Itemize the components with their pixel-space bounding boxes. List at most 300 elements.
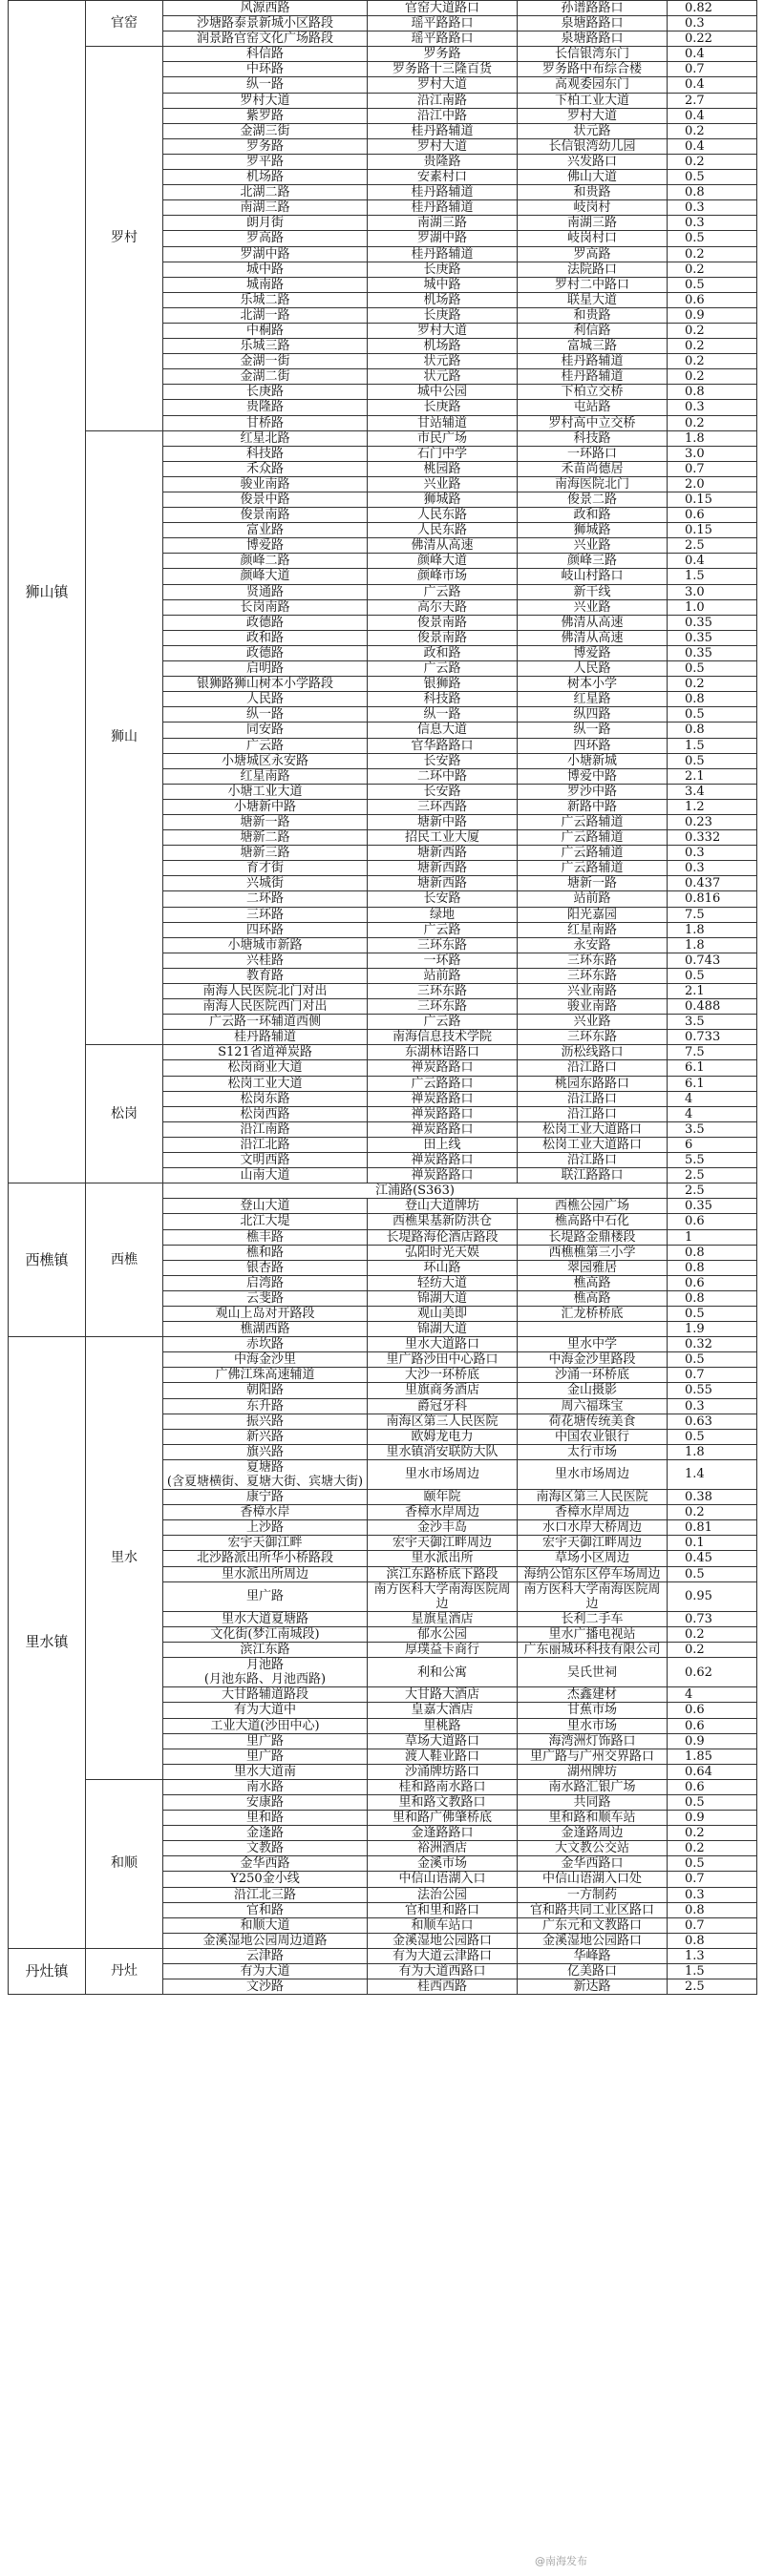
length-cell: 0.3 xyxy=(668,216,757,231)
end-point-cell: 联星大道 xyxy=(518,292,668,307)
length-cell: 0.9 xyxy=(668,1733,757,1749)
length-cell: 2.1 xyxy=(668,984,757,999)
road-name-cell: 罗村大道 xyxy=(163,93,368,108)
end-point-cell: 沿江路口 xyxy=(518,1060,668,1076)
length-cell: 0.5 xyxy=(668,1856,757,1872)
road-name-cell: 上沙路 xyxy=(163,1520,368,1536)
table-row xyxy=(9,1779,757,1794)
start-point-cell: 桃园路 xyxy=(368,461,518,476)
end-point-cell: 金溪湿地公园路口 xyxy=(518,1933,668,1948)
length-cell: 2.1 xyxy=(668,768,757,784)
road-name-cell: 沙塘路泰景新城小区路段 xyxy=(163,16,368,31)
end-point-cell: 桂丹路辅道 xyxy=(518,354,668,369)
end-point-cell: 站前路 xyxy=(518,891,668,907)
end-point-cell: 永安路 xyxy=(518,937,668,953)
community-name-cell: 罗村 xyxy=(86,47,163,430)
end-point-cell: 佛清从高速 xyxy=(518,630,668,645)
start-point-cell: 禅炭路路口 xyxy=(368,1121,518,1137)
end-point-cell: 里和路和顺车站 xyxy=(518,1811,668,1826)
end-point-cell: 三环东路 xyxy=(518,968,668,983)
start-point-cell: 南湖三路 xyxy=(368,216,518,231)
road-name-cell: 润景路官窑文化广场路段 xyxy=(163,31,368,47)
length-cell: 0.2 xyxy=(668,262,757,277)
road-name-cell: 官和路 xyxy=(163,1902,368,1917)
length-cell: 0.2 xyxy=(668,323,757,338)
length-cell: 0.2 xyxy=(668,339,757,354)
end-point-cell: 岐岗村口 xyxy=(518,231,668,246)
length-cell: 0.95 xyxy=(668,1581,757,1611)
road-name-cell: 甘桥路 xyxy=(163,415,368,430)
road-name-cell: 二环路 xyxy=(163,891,368,907)
length-cell: 0.4 xyxy=(668,77,757,93)
length-cell: 0.8 xyxy=(668,1290,757,1306)
community-name-cell: 松岗 xyxy=(86,1045,163,1183)
end-point-cell: 宏宇天御江畔周边 xyxy=(518,1536,668,1551)
length-cell: 0.32 xyxy=(668,1337,757,1352)
start-point-cell: 星旗星酒店 xyxy=(368,1611,518,1626)
end-point-cell xyxy=(518,1322,668,1337)
end-point-cell: 樵高路 xyxy=(518,1275,668,1290)
end-point-cell: 政和路 xyxy=(518,508,668,523)
start-point-cell: 银狮路 xyxy=(368,677,518,692)
end-point-cell: 纵一路 xyxy=(518,723,668,738)
length-cell: 0.45 xyxy=(668,1551,757,1566)
start-point-cell: 佛清从高速 xyxy=(368,538,518,554)
end-point-cell: 沥松线路口 xyxy=(518,1045,668,1060)
end-point-cell: 泉塘路路口 xyxy=(518,16,668,31)
road-name-cell: 里水派出所周边 xyxy=(163,1566,368,1581)
start-point-cell: 绿地 xyxy=(368,907,518,922)
road-name-cell: 颜峰二路 xyxy=(163,554,368,569)
end-point-cell: 松岗工业大道路口 xyxy=(518,1137,668,1152)
length-cell: 1.8 xyxy=(668,1444,757,1459)
start-point-cell: 状元路 xyxy=(368,369,518,385)
table-row xyxy=(9,1948,757,1963)
start-point-cell: 信息大道 xyxy=(368,723,518,738)
road-name-cell: 小塘工业大道 xyxy=(163,784,368,799)
end-point-cell: 小塘新城 xyxy=(518,753,668,768)
start-point-cell: 市民广场 xyxy=(368,430,518,446)
length-cell: 0.15 xyxy=(668,492,757,508)
start-point-cell: 广云路 xyxy=(368,584,518,599)
end-point-cell: 金华西路口 xyxy=(518,1856,668,1872)
start-point-cell: 罗务路十三隆百货 xyxy=(368,62,518,77)
start-point-cell: 长安路 xyxy=(368,753,518,768)
road-name-cell: 罗高路 xyxy=(163,231,368,246)
length-cell: 0.15 xyxy=(668,523,757,538)
end-point-cell: 官和路共同工业区路口 xyxy=(518,1902,668,1917)
length-cell: 0.1 xyxy=(668,1536,757,1551)
length-cell: 1.2 xyxy=(668,799,757,814)
end-point-cell: 四环路 xyxy=(518,738,668,753)
start-point-cell: 桂丹路辅道 xyxy=(368,185,518,200)
start-point-cell: 里水镇消安联防大队 xyxy=(368,1444,518,1459)
road-name-cell: 云斐路 xyxy=(163,1290,368,1306)
end-point-cell: 里水广播电视站 xyxy=(518,1626,668,1642)
length-cell: 0.3 xyxy=(668,16,757,31)
length-cell: 0.816 xyxy=(668,891,757,907)
start-point-cell: 广云路 xyxy=(368,1015,518,1030)
end-point-cell: 桃园东路路口 xyxy=(518,1076,668,1091)
end-point-cell: 博爱路 xyxy=(518,645,668,660)
road-name-cell: 纵一路 xyxy=(163,77,368,93)
end-point-cell: 纵四路 xyxy=(518,707,668,723)
road-name-cell: 里水大道南 xyxy=(163,1764,368,1779)
start-point-cell: 登山大道牌坊 xyxy=(368,1199,518,1214)
start-point-cell: 长庚路 xyxy=(368,262,518,277)
road-name-cell: 乐城二路 xyxy=(163,292,368,307)
start-point-cell: 里水大道路口 xyxy=(368,1337,518,1352)
road-name-cell: 乐城三路 xyxy=(163,339,368,354)
road-name-cell: 文教路 xyxy=(163,1841,368,1856)
end-point-cell: 华峰路 xyxy=(518,1948,668,1963)
end-point-cell: 中海金沙里路段 xyxy=(518,1352,668,1368)
length-cell: 0.63 xyxy=(668,1414,757,1429)
start-point-cell: 大沙一环桥底 xyxy=(368,1368,518,1383)
road-name-cell: 里广路 xyxy=(163,1581,368,1611)
start-point-cell: 沿江南路 xyxy=(368,93,518,108)
start-point-cell: 里水派出所 xyxy=(368,1551,518,1566)
end-point-cell: 桂丹路辅道 xyxy=(518,369,668,385)
length-cell: 0.7 xyxy=(668,1368,757,1383)
start-point-cell: 招民工业大厦 xyxy=(368,830,518,846)
end-point-cell: 和贵路 xyxy=(518,307,668,323)
length-cell: 0.6 xyxy=(668,1703,757,1718)
start-point-cell: 禅炭路路口 xyxy=(368,1106,518,1121)
length-cell: 0.2 xyxy=(668,677,757,692)
length-cell: 0.3 xyxy=(668,1887,757,1902)
end-point-cell: 甘蕉市场 xyxy=(518,1703,668,1718)
length-cell: 0.7 xyxy=(668,62,757,77)
table-row xyxy=(9,430,757,446)
road-name-cell: 南水路 xyxy=(163,1779,368,1794)
end-point-cell: 南海医院北门 xyxy=(518,476,668,492)
road-name-cell: 北湖一路 xyxy=(163,307,368,323)
road-name-cell: 金溪湿地公园周边道路 xyxy=(163,1933,368,1948)
length-cell: 2.5 xyxy=(668,1979,757,1995)
road-name-cell: 育才街 xyxy=(163,861,368,876)
road-name-cell: 塘新三路 xyxy=(163,846,368,861)
length-cell: 0.2 xyxy=(668,415,757,430)
road-name-cell: 樵和路 xyxy=(163,1245,368,1260)
end-point-cell: 富城三路 xyxy=(518,339,668,354)
length-cell: 3.0 xyxy=(668,446,757,461)
road-name-cell: 安康路 xyxy=(163,1794,368,1810)
length-cell: 1.9 xyxy=(668,1322,757,1337)
road-name-cell: 夏塘路 (含夏塘横街、夏塘大街、宾塘大街) xyxy=(163,1459,368,1489)
length-cell: 0.7 xyxy=(668,1917,757,1933)
length-cell: 0.3 xyxy=(668,846,757,861)
road-name-cell: 政德路 xyxy=(163,615,368,630)
road-name-cell: 登山大道 xyxy=(163,1199,368,1214)
start-point-cell: 沿江中路 xyxy=(368,108,518,123)
end-point-cell: 佛山大道 xyxy=(518,170,668,185)
road-name-cell: 朗月街 xyxy=(163,216,368,231)
start-point-cell: 政和路 xyxy=(368,645,518,660)
start-point-cell: 颜峰市场 xyxy=(368,569,518,584)
start-point-cell: 爵冠牙科 xyxy=(368,1398,518,1414)
start-point-cell: 纵一路 xyxy=(368,707,518,723)
end-point-cell: 三环东路 xyxy=(518,1030,668,1045)
start-point-cell: 机场路 xyxy=(368,292,518,307)
end-point-cell: 广云路辅道 xyxy=(518,846,668,861)
end-point-cell: 新达路 xyxy=(518,1979,668,1995)
end-point-cell: 广云路辅道 xyxy=(518,814,668,829)
end-point-cell: 翠园雅居 xyxy=(518,1260,668,1275)
community-name-cell: 官窑 xyxy=(86,1,163,47)
length-cell: 0.3 xyxy=(668,400,757,415)
start-point-cell: 郁水公园 xyxy=(368,1626,518,1642)
end-point-cell: 湖州牌坊 xyxy=(518,1764,668,1779)
road-name-cell: 里广路 xyxy=(163,1749,368,1764)
end-point-cell: 金山摄影 xyxy=(518,1383,668,1398)
community-name-cell: 里水 xyxy=(86,1337,163,1780)
length-cell: 0.64 xyxy=(668,1764,757,1779)
start-point-cell: 渡人鞋业路口 xyxy=(368,1749,518,1764)
road-name-cell: 启湾路 xyxy=(163,1275,368,1290)
length-cell: 0.488 xyxy=(668,999,757,1015)
length-cell: 0.5 xyxy=(668,1429,757,1444)
road-table-body xyxy=(9,1,757,1995)
road-name-cell: 北沙路派出所华小桥路段 xyxy=(163,1551,368,1566)
end-point-cell: 一方制药 xyxy=(518,1887,668,1902)
start-point-cell: 沙涌牌坊路口 xyxy=(368,1764,518,1779)
road-name-cell: 香樟水岸 xyxy=(163,1505,368,1520)
road-name-cell: 工业大道(沙田中心) xyxy=(163,1718,368,1733)
end-point-cell: 罗务路中布综合楼 xyxy=(518,62,668,77)
road-name-cell: 滨江东路 xyxy=(163,1643,368,1658)
road-name-cell: 禾众路 xyxy=(163,461,368,476)
road-name-cell: 小塘新中路 xyxy=(163,799,368,814)
end-point-cell: 和贵路 xyxy=(518,185,668,200)
road-name-cell: 纵一路 xyxy=(163,707,368,723)
end-point-cell: 中信山语湖入口处 xyxy=(518,1872,668,1887)
road-name-cell: Y250金小线 xyxy=(163,1872,368,1887)
length-cell: 0.35 xyxy=(668,645,757,660)
end-point-cell: 水口水岸大桥周边 xyxy=(518,1520,668,1536)
length-cell: 0.38 xyxy=(668,1490,757,1505)
road-name-cell: 南海人民医院北门对出 xyxy=(163,984,368,999)
start-point-cell: 轻纺大道 xyxy=(368,1275,518,1290)
length-cell: 0.8 xyxy=(668,1902,757,1917)
end-point-cell: 里水市场 xyxy=(518,1718,668,1733)
start-point-cell: 里广路沙田中心路口 xyxy=(368,1352,518,1368)
road-name-cell: 兴桂路 xyxy=(163,953,368,968)
road-name-cell: 机场路 xyxy=(163,170,368,185)
road-name-cell: 贵隆路 xyxy=(163,400,368,415)
start-point-cell: 观山美即 xyxy=(368,1306,518,1321)
end-point-cell: 状元路 xyxy=(518,123,668,138)
start-point-cell: 长安路 xyxy=(368,891,518,907)
end-point-cell: 共同路 xyxy=(518,1794,668,1810)
length-cell: 2.5 xyxy=(668,1168,757,1183)
start-point-cell: 官华路路口 xyxy=(368,738,518,753)
length-cell: 0.5 xyxy=(668,707,757,723)
start-point-cell: 和顺车站口 xyxy=(368,1917,518,1933)
end-point-cell: 一环路口 xyxy=(518,446,668,461)
start-point-cell: 罗村大道 xyxy=(368,77,518,93)
end-point-cell: 高观委园东门 xyxy=(518,77,668,93)
length-cell: 3.0 xyxy=(668,584,757,599)
road-name-cell: 罗湖中路 xyxy=(163,246,368,262)
end-point-cell: 汇龙桥桥底 xyxy=(518,1306,668,1321)
end-point-cell: 岐岗村 xyxy=(518,200,668,216)
start-point-cell: 罗务路 xyxy=(368,47,518,62)
end-point-cell: 长信银湾幼儿园 xyxy=(518,138,668,154)
road-name-cell: 长庚路 xyxy=(163,385,368,400)
table-row xyxy=(9,47,757,62)
road-name-cell: 城中路 xyxy=(163,262,368,277)
end-point-cell: 里广路与广州交界路口 xyxy=(518,1749,668,1764)
start-point-cell: 俊景南路 xyxy=(368,615,518,630)
length-cell: 0.5 xyxy=(668,1352,757,1368)
start-point-cell: 塘新西路 xyxy=(368,846,518,861)
road-name-cell: 政德路 xyxy=(163,645,368,660)
road-name-cell: 颜峰大道 xyxy=(163,569,368,584)
length-cell: 1.4 xyxy=(668,1459,757,1489)
end-point-cell: 里水市场周边 xyxy=(518,1459,668,1489)
end-point-cell: 中国农业银行 xyxy=(518,1429,668,1444)
road-name-cell: 云津路 xyxy=(163,1948,368,1963)
road-name-cell: 广云路一环辅道西侧 xyxy=(163,1015,368,1030)
start-point-cell: 里和路广佛肇桥底 xyxy=(368,1811,518,1826)
end-point-cell: 沿江路口 xyxy=(518,1153,668,1168)
road-name-cell: 文沙路 xyxy=(163,1979,368,1995)
road-name-cell: 中桐路 xyxy=(163,323,368,338)
end-point-cell: 松岗工业大道路口 xyxy=(518,1121,668,1137)
road-name-cell: 红星南路 xyxy=(163,768,368,784)
end-point-cell: 利信路 xyxy=(518,323,668,338)
start-point-cell: 皇嘉大酒店 xyxy=(368,1703,518,1718)
start-point-cell: 科技路 xyxy=(368,692,518,707)
road-name-cell: 政和路 xyxy=(163,630,368,645)
length-cell: 0.3 xyxy=(668,861,757,876)
road-name-cell: 金逢路 xyxy=(163,1826,368,1841)
length-cell: 0.22 xyxy=(668,31,757,47)
road-name-cell: 文明西路 xyxy=(163,1153,368,1168)
start-point-cell: 禅炭路路口 xyxy=(368,1168,518,1183)
end-point-cell: 下柏工业大道 xyxy=(518,93,668,108)
end-point-cell: 罗村高中立交桥 xyxy=(518,415,668,430)
road-name-cell: 新兴路 xyxy=(163,1429,368,1444)
start-point-cell: 南方医科大学南海医院周边 xyxy=(368,1581,518,1611)
road-name-cell: 沿江北路 xyxy=(163,1137,368,1152)
length-cell: 4 xyxy=(668,1687,757,1703)
end-point-cell: 孙谱路路口 xyxy=(518,1,668,16)
community-name-cell: 西樵 xyxy=(86,1183,163,1337)
town-name-cell: 西樵镇 xyxy=(9,1183,86,1337)
road-name-cell: 银杏路 xyxy=(163,1260,368,1275)
start-point-cell: 金沙丰岛 xyxy=(368,1520,518,1536)
end-point-cell: 长利二手车 xyxy=(518,1611,668,1626)
length-cell: 0.5 xyxy=(668,753,757,768)
road-name-cell: 红星北路 xyxy=(163,430,368,446)
start-point-cell: 塘新西路 xyxy=(368,876,518,891)
road-name-cell: 樵湖西路 xyxy=(163,1322,368,1337)
road-name-cell: 博爱路 xyxy=(163,538,368,554)
start-point-cell: 贵隆路 xyxy=(368,154,518,169)
start-point-cell: 有为大道西路口 xyxy=(368,1964,518,1979)
road-name-cell: 振兴路 xyxy=(163,1414,368,1429)
end-point-cell: 联江路路口 xyxy=(518,1168,668,1183)
community-name-cell: 丹灶 xyxy=(86,1948,163,1994)
start-point-cell: 弘阳时光天娱 xyxy=(368,1245,518,1260)
length-cell: 0.7 xyxy=(668,1872,757,1887)
end-point-cell: 广云路辅道 xyxy=(518,830,668,846)
road-name-cell: 朝阳路 xyxy=(163,1383,368,1398)
length-cell: 0.5 xyxy=(668,1306,757,1321)
length-cell: 1.0 xyxy=(668,599,757,615)
end-point-cell: 新路中路 xyxy=(518,799,668,814)
start-point-cell: 罗村大道 xyxy=(368,138,518,154)
road-name-cell: 三环路 xyxy=(163,907,368,922)
start-point-cell: 宏宇天御江畔周边 xyxy=(368,1536,518,1551)
length-cell: 0.5 xyxy=(668,170,757,185)
start-point-cell: 里桃路 xyxy=(368,1718,518,1733)
road-name-cell: 银狮路狮山树本小学路段 xyxy=(163,677,368,692)
road-name-cell: 金湖三街 xyxy=(163,123,368,138)
road-name-cell: 里水大道夏塘路 xyxy=(163,1611,368,1626)
start-point-cell: 城中路 xyxy=(368,277,518,292)
length-cell: 0.6 xyxy=(668,1275,757,1290)
end-point-cell: 泉塘路路口 xyxy=(518,31,668,47)
length-cell: 3.5 xyxy=(668,1015,757,1030)
start-point-cell: 颐年院 xyxy=(368,1490,518,1505)
road-name-cell: 北湖二路 xyxy=(163,185,368,200)
start-point-cell: 西樵果基新防洪仓 xyxy=(368,1214,518,1229)
length-cell: 0.3 xyxy=(668,1398,757,1414)
start-point-cell: 城中公园 xyxy=(368,385,518,400)
length-cell: 6 xyxy=(668,1137,757,1152)
end-point-cell: 广云路辅道 xyxy=(518,861,668,876)
end-point-cell: 兴业路 xyxy=(518,1015,668,1030)
start-point-cell: 环山路 xyxy=(368,1260,518,1275)
start-point-cell: 颜峰大道 xyxy=(368,554,518,569)
table-row xyxy=(9,1337,757,1352)
road-name-cell: 观山上岛对开路段 xyxy=(163,1306,368,1321)
end-point-cell: 太行市场 xyxy=(518,1444,668,1459)
road-name-cell: 桂丹路辅道 xyxy=(163,1030,368,1045)
start-point-cell: 官窑大道路口 xyxy=(368,1,518,16)
length-cell: 0.2 xyxy=(668,1505,757,1520)
end-point-cell: 海纳公馆东区停车场周边 xyxy=(518,1566,668,1581)
start-point-cell: 东湖林语路口 xyxy=(368,1045,518,1060)
length-cell: 1.5 xyxy=(668,738,757,753)
start-point-cell: 中信山语湖入口 xyxy=(368,1872,518,1887)
road-name-cell: 塘新二路 xyxy=(163,830,368,846)
start-point-cell: 高尔夫路 xyxy=(368,599,518,615)
start-point-cell: 机场路 xyxy=(368,339,518,354)
end-point-cell: 红星南路 xyxy=(518,922,668,937)
road-name-cell: 塘新一路 xyxy=(163,814,368,829)
end-point-cell: 大文教公交站 xyxy=(518,1841,668,1856)
length-cell: 0.35 xyxy=(668,1199,757,1214)
length-cell: 2.5 xyxy=(668,1183,757,1199)
road-name-cell: 富业路 xyxy=(163,523,368,538)
end-point-cell: 屯站路 xyxy=(518,400,668,415)
start-point-cell: 兴业路 xyxy=(368,476,518,492)
length-cell: 0.2 xyxy=(668,154,757,169)
length-cell: 0.8 xyxy=(668,385,757,400)
length-cell: 0.4 xyxy=(668,47,757,62)
start-point-cell: 里水市场周边 xyxy=(368,1459,518,1489)
length-cell: 1.8 xyxy=(668,922,757,937)
end-point-cell: 红星路 xyxy=(518,692,668,707)
start-point-cell: 滨江东路桥底下路段 xyxy=(368,1566,518,1581)
start-point-cell: 安素村口 xyxy=(368,170,518,185)
length-cell: 0.8 xyxy=(668,723,757,738)
end-point-cell: 西樵樵第三小学 xyxy=(518,1245,668,1260)
